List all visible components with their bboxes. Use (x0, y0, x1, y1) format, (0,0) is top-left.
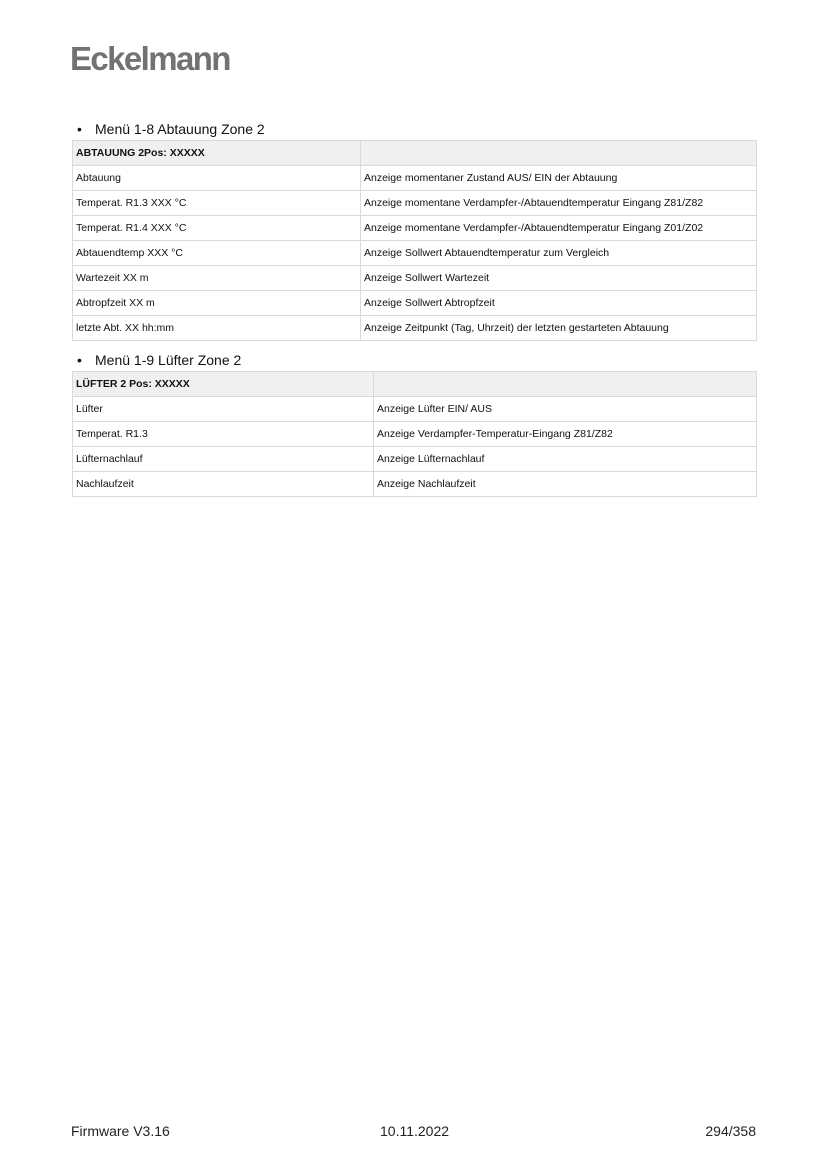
param-cell: Lüfternachlauf (73, 447, 374, 472)
desc-cell: Anzeige Sollwert Wartezeit (361, 266, 757, 291)
param-cell: Temperat. R1.3 (73, 422, 374, 447)
desc-cell: Anzeige Verdampfer-Temperatur-Eingang Z81/Z82 (374, 422, 757, 447)
param-cell: Abtauung (73, 166, 361, 191)
desc-cell: Anzeige momentaner Zustand AUS/ EIN der Abtauung (361, 166, 757, 191)
desc-cell: Anzeige Nachlaufzeit (374, 472, 757, 497)
table-row (73, 216, 757, 241)
table-row (73, 472, 757, 497)
table-row (73, 191, 757, 216)
desc-cell: Anzeige momentane Verdampfer-/Abtauendtemperatur Eingang Z81/Z82 (361, 191, 757, 216)
param-cell: Wartezeit XX m (73, 266, 361, 291)
table-header-row (73, 372, 757, 397)
param-cell: Abtropfzeit XX m (73, 291, 361, 316)
footer-firmware: Firmware V3.16 (71, 1123, 170, 1139)
bullet-icon: • (77, 352, 82, 368)
param-cell: letzte Abt. XX hh:mm (73, 316, 361, 341)
desc-cell: Anzeige momentane Verdampfer-/Abtauendtemperatur Eingang Z01/Z02 (361, 216, 757, 241)
table-row (73, 291, 757, 316)
header-cell: LÜFTER 2 Pos: XXXXX (73, 372, 374, 397)
luefter-table (72, 371, 757, 497)
table-row (73, 241, 757, 266)
brand-logo: Eckelmann (70, 40, 230, 77)
table-row (73, 447, 757, 472)
desc-cell: Anzeige Sollwert Abtauendtemperatur zum Vergleich (361, 241, 757, 266)
bullet-icon: • (77, 121, 82, 137)
table-row (73, 397, 757, 422)
heading-text: Menü 1-9 Lüfter Zone 2 (95, 352, 242, 368)
section-abtauung (72, 120, 756, 341)
header-cell (361, 141, 757, 166)
param-cell: Temperat. R1.4 XXX °C (73, 216, 361, 241)
footer-date: 10.11.2022 (380, 1123, 450, 1139)
footer-page-number: 294/358 (705, 1123, 756, 1139)
param-cell: Nachlaufzeit (73, 472, 374, 497)
section-heading (72, 351, 756, 369)
heading-text: Menü 1-8 Abtauung Zone 2 (95, 121, 265, 137)
param-cell: Abtauendtemp XXX °C (73, 241, 361, 266)
section-heading (72, 120, 756, 138)
desc-cell: Anzeige Lüfter EIN/ AUS (374, 397, 757, 422)
table-header-row (73, 141, 757, 166)
abtauung-table (72, 140, 757, 341)
table-row (73, 316, 757, 341)
header-cell: ABTAUUNG 2Pos: XXXXX (73, 141, 361, 166)
table-row (73, 422, 757, 447)
param-cell: Temperat. R1.3 XXX °C (73, 191, 361, 216)
section-luefter (72, 351, 756, 497)
desc-cell: Anzeige Lüfternachlauf (374, 447, 757, 472)
header-cell (374, 372, 757, 397)
desc-cell: Anzeige Sollwert Abtropfzeit (361, 291, 757, 316)
table-row (73, 266, 757, 291)
param-cell: Lüfter (73, 397, 374, 422)
desc-cell: Anzeige Zeitpunkt (Tag, Uhrzeit) der letzten gestarteten Abtauung (361, 316, 757, 341)
table-row (73, 166, 757, 191)
